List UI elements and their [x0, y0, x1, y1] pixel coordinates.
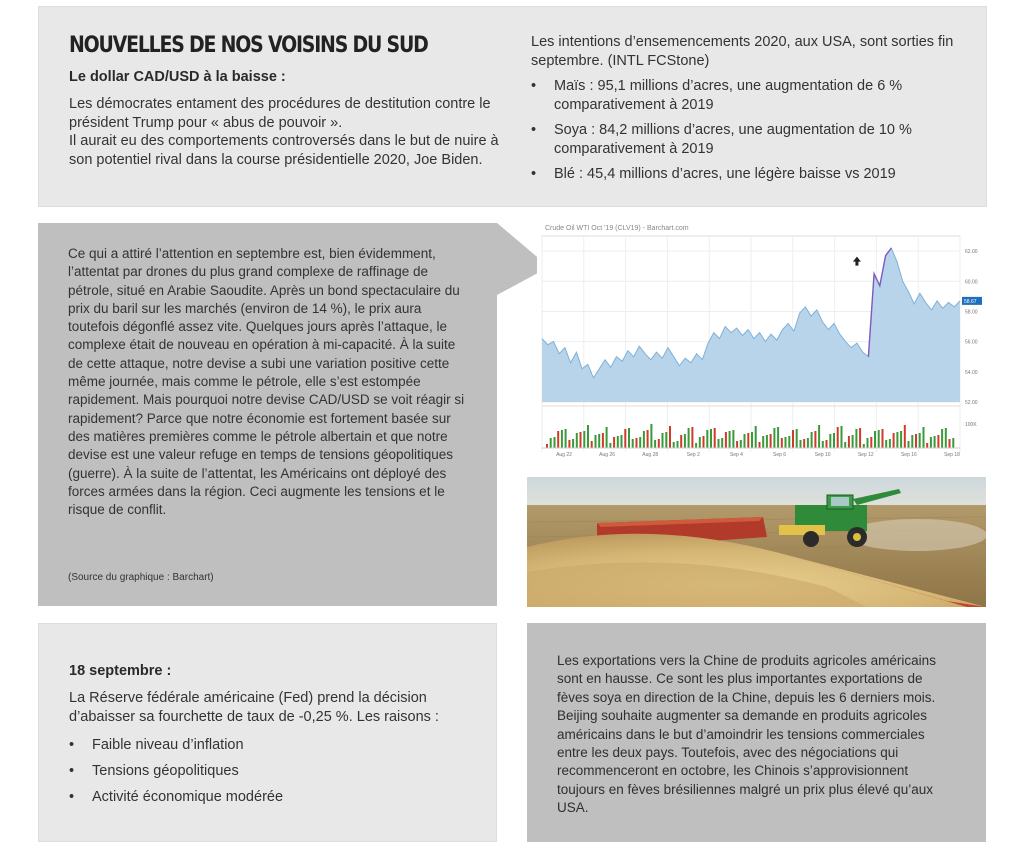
volume-bar: [703, 436, 705, 448]
volume-bar: [952, 438, 954, 448]
x-tick-label: Sep 6: [773, 452, 787, 458]
x-tick-label: Sep 12: [857, 452, 874, 458]
volume-bar: [546, 444, 548, 448]
volume-bar: [662, 433, 664, 448]
volume-bar: [762, 436, 764, 448]
volume-bar: [598, 434, 600, 448]
volume-bar: [788, 436, 790, 448]
volume-label: 100K: [965, 422, 977, 428]
volume-bar: [796, 429, 798, 448]
volume-bar: [665, 432, 667, 448]
volume-bar: [896, 432, 898, 448]
volume-bar: [829, 434, 831, 448]
volume-bar: [595, 435, 597, 448]
volume-bar: [900, 431, 902, 448]
volume-bar: [583, 431, 585, 448]
volume-bar: [934, 436, 936, 448]
volume-bar: [695, 443, 697, 448]
volume-bar: [624, 429, 626, 448]
volume-bar: [576, 433, 578, 448]
volume-bar: [643, 431, 645, 448]
volume-bar: [550, 438, 552, 448]
volume-bar: [885, 440, 887, 448]
x-tick-label: Aug 28: [642, 452, 659, 458]
volume-bar: [781, 438, 783, 448]
volume-bar: [941, 429, 943, 448]
volume-bar: [919, 433, 921, 448]
volume-bar: [878, 430, 880, 448]
volume-bar: [930, 437, 932, 448]
volume-bar: [606, 427, 608, 448]
volume-bar: [580, 432, 582, 448]
volume-bar: [882, 429, 884, 448]
oil-attack-panel: [38, 223, 497, 606]
volume-bar: [561, 430, 563, 448]
x-tick-label: Sep 18: [944, 452, 960, 458]
x-tick-label: Aug 26: [599, 452, 616, 458]
x-tick-label: Sep 16: [900, 452, 917, 458]
volume-bar: [818, 425, 820, 448]
reasons-list: [69, 736, 469, 814]
volume-bar: [811, 432, 813, 448]
y-tick-label: 60.00: [965, 279, 978, 286]
volume-bar: [613, 437, 615, 448]
volume-bar: [632, 439, 634, 448]
reason-item: • Faible niveau d’inflation: [69, 736, 469, 755]
volume-bar: [639, 437, 641, 448]
volume-bar: [691, 427, 693, 448]
volume-bar: [699, 437, 701, 448]
y-tick-label: 54.00: [965, 369, 978, 376]
volume-bar: [680, 435, 682, 448]
dollar-paragraph-line-2: Il aurait eu des comportements controversés dans le but de nuire à son potentiel rival dans la course présidentielle 2020, Joe Biden.: [69, 133, 499, 168]
volume-bar: [833, 433, 835, 448]
volume-bar: [658, 439, 660, 448]
crop-list: [531, 77, 971, 191]
volume-bar: [636, 438, 638, 448]
attack-paragraph: Ce qui a attiré l’attention en septembre est, bien évidemment, l’attentat par drones du plus grand complexe de raffinage de pétrole, situé en Arabie Saoudite. Après un bond spectaculaire du prix du baril sur les marchés (environ de 14 %), le prix aura toutefois dégonflé assez vite. Quelques jours après l’attaque, le complexe était de nouveau en opération à mi-capacité. À la suite de cette attaque, notre devise a subi une variation positive cette même journée, mais comme le pétrole, elle s’est estompée rapidement. Mais pourquoi notre devise CAD/USD se voit réagir si rapidement? Parce que notre économie est fortement basée sur des matières premières comme le pétrole albertain et que notre devise est une valeur refuge en temps de tensions géopolitiques (guerre). À la suite de l’attentat, les Américains ont déployé des forces armées dans la région. Ceci augmente les tensions et le risque de conflit.: [68, 246, 465, 518]
volume-bar: [736, 441, 738, 448]
x-tick-label: Aug 22: [556, 452, 572, 458]
volume-bar: [841, 426, 843, 448]
volume-bar: [937, 435, 939, 448]
volume-bar: [729, 431, 731, 448]
volume-bar: [617, 436, 619, 448]
volume-bar: [755, 426, 757, 448]
dollar-heading: Le dollar CAD/USD à la baisse :: [69, 69, 286, 85]
us-news-panel: [38, 6, 987, 207]
combine-harvester-photo: [527, 477, 986, 607]
volume-bar: [874, 431, 876, 448]
y-tick-label: 52.00: [965, 400, 978, 406]
volume-bar: [852, 435, 854, 448]
volume-bar: [807, 438, 809, 448]
volume-bar: [803, 439, 805, 448]
chart-canvas: [537, 222, 984, 462]
crop-item-corn: • Maïs : 95,1 millions d’acres, une augmentation de 6 % comparativement à 2019: [531, 77, 971, 114]
exports-paragraph: Les exportations vers la Chine de produits agricoles américains sont en hausse. Ce sont les plus importantes exportations de fèves soya en direction de la Chine, depuis les 6 derniers mois. Beijing souhaite augmenter sa demande en produits agricoles américains dans le but d’amoindrir les tensions commerciales entre les deux pays. Toutefois, avec des négociations qui recommenceront en octobre, les Chinois s’approvisionnent toujours en fèves brésiliennes malgré un prix plus élevé qu’aux USA.: [557, 653, 936, 816]
volume-bar: [800, 440, 802, 448]
volume-bar: [602, 433, 604, 448]
volume-bar: [751, 432, 753, 448]
volume-bar: [721, 438, 723, 448]
volume-bar: [844, 442, 846, 448]
volume-bar: [568, 440, 570, 448]
volume-bar: [792, 430, 794, 448]
volume-bar: [855, 429, 857, 448]
volume-bar: [669, 426, 671, 448]
volume-bar: [822, 441, 824, 448]
volume-bar: [814, 431, 816, 448]
volume-bar: [554, 437, 556, 448]
volume-bar: [893, 433, 895, 448]
volume-bar: [785, 437, 787, 448]
section-title: NOUVELLES DE NOS VOISINS DU SUD: [69, 33, 428, 58]
volume-bar: [908, 441, 910, 448]
y-tick-label: 62.00: [965, 249, 978, 256]
volume-bar: [826, 440, 828, 448]
volume-bar: [773, 428, 775, 448]
volume-bar: [647, 430, 649, 448]
y-tick-label: 58.00: [965, 309, 978, 316]
volume-bar: [557, 431, 559, 448]
fed-panel: [38, 623, 497, 842]
china-exports-panel: [527, 623, 986, 842]
volume-bar: [740, 440, 742, 448]
volume-bar: [587, 425, 589, 448]
reason-item: • Activité économique modérée: [69, 788, 469, 807]
volume-bar: [848, 436, 850, 448]
volume-bar: [654, 440, 656, 448]
crop-item-soy: • Soya : 84,2 millions d’acres, une augmentation de 10 % comparativement à 2019: [531, 121, 971, 158]
fed-paragraph: La Réserve fédérale américaine (Fed) prend la décision d’abaisser sa fourchette de taux de -0,25 %. Les raisons :: [69, 690, 439, 725]
volume-bar: [609, 443, 611, 448]
x-tick-label: Sep 4: [729, 452, 743, 458]
x-tick-label: Sep 10: [814, 452, 831, 458]
volume-bar: [770, 434, 772, 448]
volume-bar: [744, 434, 746, 448]
volume-bar: [714, 428, 716, 448]
volume-bar: [945, 428, 947, 448]
volume-bar: [565, 429, 567, 448]
date-heading: 18 septembre :: [69, 663, 172, 679]
volume-bar: [684, 434, 686, 448]
reason-item: • Tensions géopolitiques: [69, 762, 469, 781]
volume-bar: [904, 425, 906, 448]
harvest-illustration: [527, 477, 986, 607]
chart-title: Crude Oil WTI Oct '19 (CLV19) - Barchart.com: [545, 225, 689, 232]
seeding-intentions-intro: Les intentions d’ensemencements 2020, aux USA, sont sorties fin septembre. (INTL FCStone): [531, 34, 954, 69]
chart-source-note: (Source du graphique : Barchart): [68, 572, 214, 583]
volume-bar: [837, 427, 839, 448]
dollar-paragraph: [69, 95, 509, 169]
dollar-paragraph-line-1: Les démocrates entament des procédures de destitution contre le président Trump pour « abus de pouvoir ».: [69, 96, 491, 131]
volume-bar: [673, 442, 675, 448]
volume-bar: [710, 429, 712, 448]
volume-bar: [759, 442, 761, 448]
volume-bar: [859, 428, 861, 448]
volume-bar: [867, 438, 869, 448]
volume-bar: [732, 430, 734, 448]
volume-bar: [889, 439, 891, 448]
volume-bar: [621, 435, 623, 448]
volume-bar: [688, 428, 690, 448]
volume-bar: [718, 439, 720, 448]
last-price-label: 58.67: [964, 298, 977, 305]
volume-bar: [725, 432, 727, 448]
volume-bar: [923, 427, 925, 448]
volume-bar: [572, 439, 574, 448]
crop-item-wheat: • Blé : 45,4 millions d’acres, une légère baisse vs 2019: [531, 165, 971, 184]
volume-bar: [650, 424, 652, 448]
volume-bar: [915, 434, 917, 448]
crude-oil-chart: [537, 222, 984, 462]
y-tick-label: 56.00: [965, 339, 978, 346]
volume-bar: [949, 439, 951, 448]
volume-bar: [677, 441, 679, 448]
x-tick-label: Sep 2: [686, 452, 700, 458]
volume-bar: [766, 435, 768, 448]
volume-bar: [591, 441, 593, 448]
volume-bar: [911, 435, 913, 448]
volume-bar: [870, 437, 872, 448]
volume-bar: [777, 427, 779, 448]
volume-bar: [706, 430, 708, 448]
volume-bar: [863, 444, 865, 448]
volume-bar: [926, 443, 928, 448]
volume-bar: [628, 428, 630, 448]
volume-bar: [747, 433, 749, 448]
